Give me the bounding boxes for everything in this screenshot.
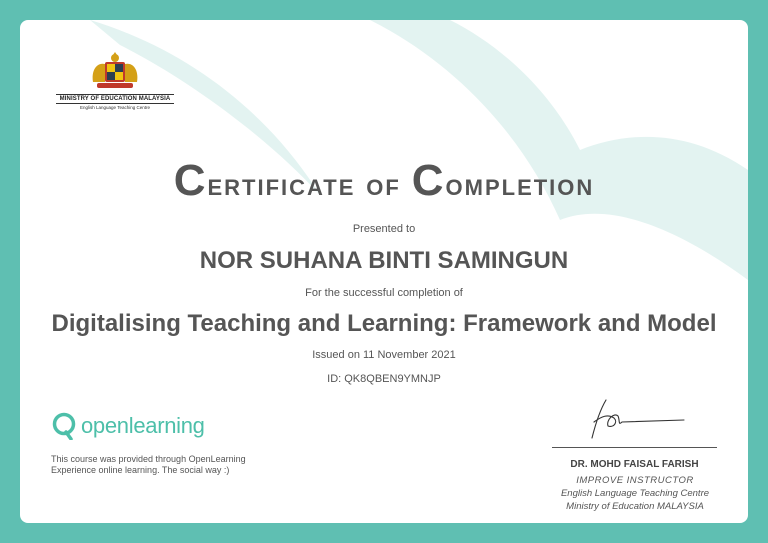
ministry-centre: English Language Teaching Centre bbox=[80, 105, 150, 110]
ministry-logo bbox=[56, 52, 174, 110]
openlearning-logo bbox=[51, 412, 205, 440]
openlearning-wordmark: openlearning bbox=[81, 413, 205, 438]
completion-label: For the successful completion of bbox=[305, 287, 463, 299]
issue-date: Issued on 11 November 2021 bbox=[312, 349, 456, 361]
certificate-card bbox=[20, 20, 748, 523]
ministry-name: MINISTRY OF EDUCATION MALAYSIA bbox=[56, 94, 174, 104]
presented-to-label: Presented to bbox=[352, 223, 416, 235]
provider-description: This course was provided through OpenLearning Experience online learning. The social way :) bbox=[51, 454, 246, 475]
course-title: Digitalising Teaching and Learning: Framework and Model bbox=[51, 310, 717, 337]
certificate-title: Certificate of Completion bbox=[173, 156, 595, 205]
signatory-centre: English Language Teaching Centre bbox=[560, 488, 710, 499]
recipient-name: NOR SUHANA BINTI SAMINGUN bbox=[199, 247, 569, 274]
signature-line bbox=[552, 447, 717, 448]
openlearning-q-icon bbox=[51, 412, 77, 440]
coat-of-arms-icon bbox=[87, 52, 143, 92]
signatory-role: IMPROVE INSTRUCTOR bbox=[576, 475, 694, 486]
signature-icon bbox=[588, 398, 688, 446]
signatory-name: DR. MOHD FAISAL FARISH bbox=[570, 459, 699, 470]
certificate-id: ID: QK8QBEN9YMNJP bbox=[327, 373, 441, 385]
signatory-ministry: Ministry of Education MALAYSIA bbox=[566, 501, 704, 512]
